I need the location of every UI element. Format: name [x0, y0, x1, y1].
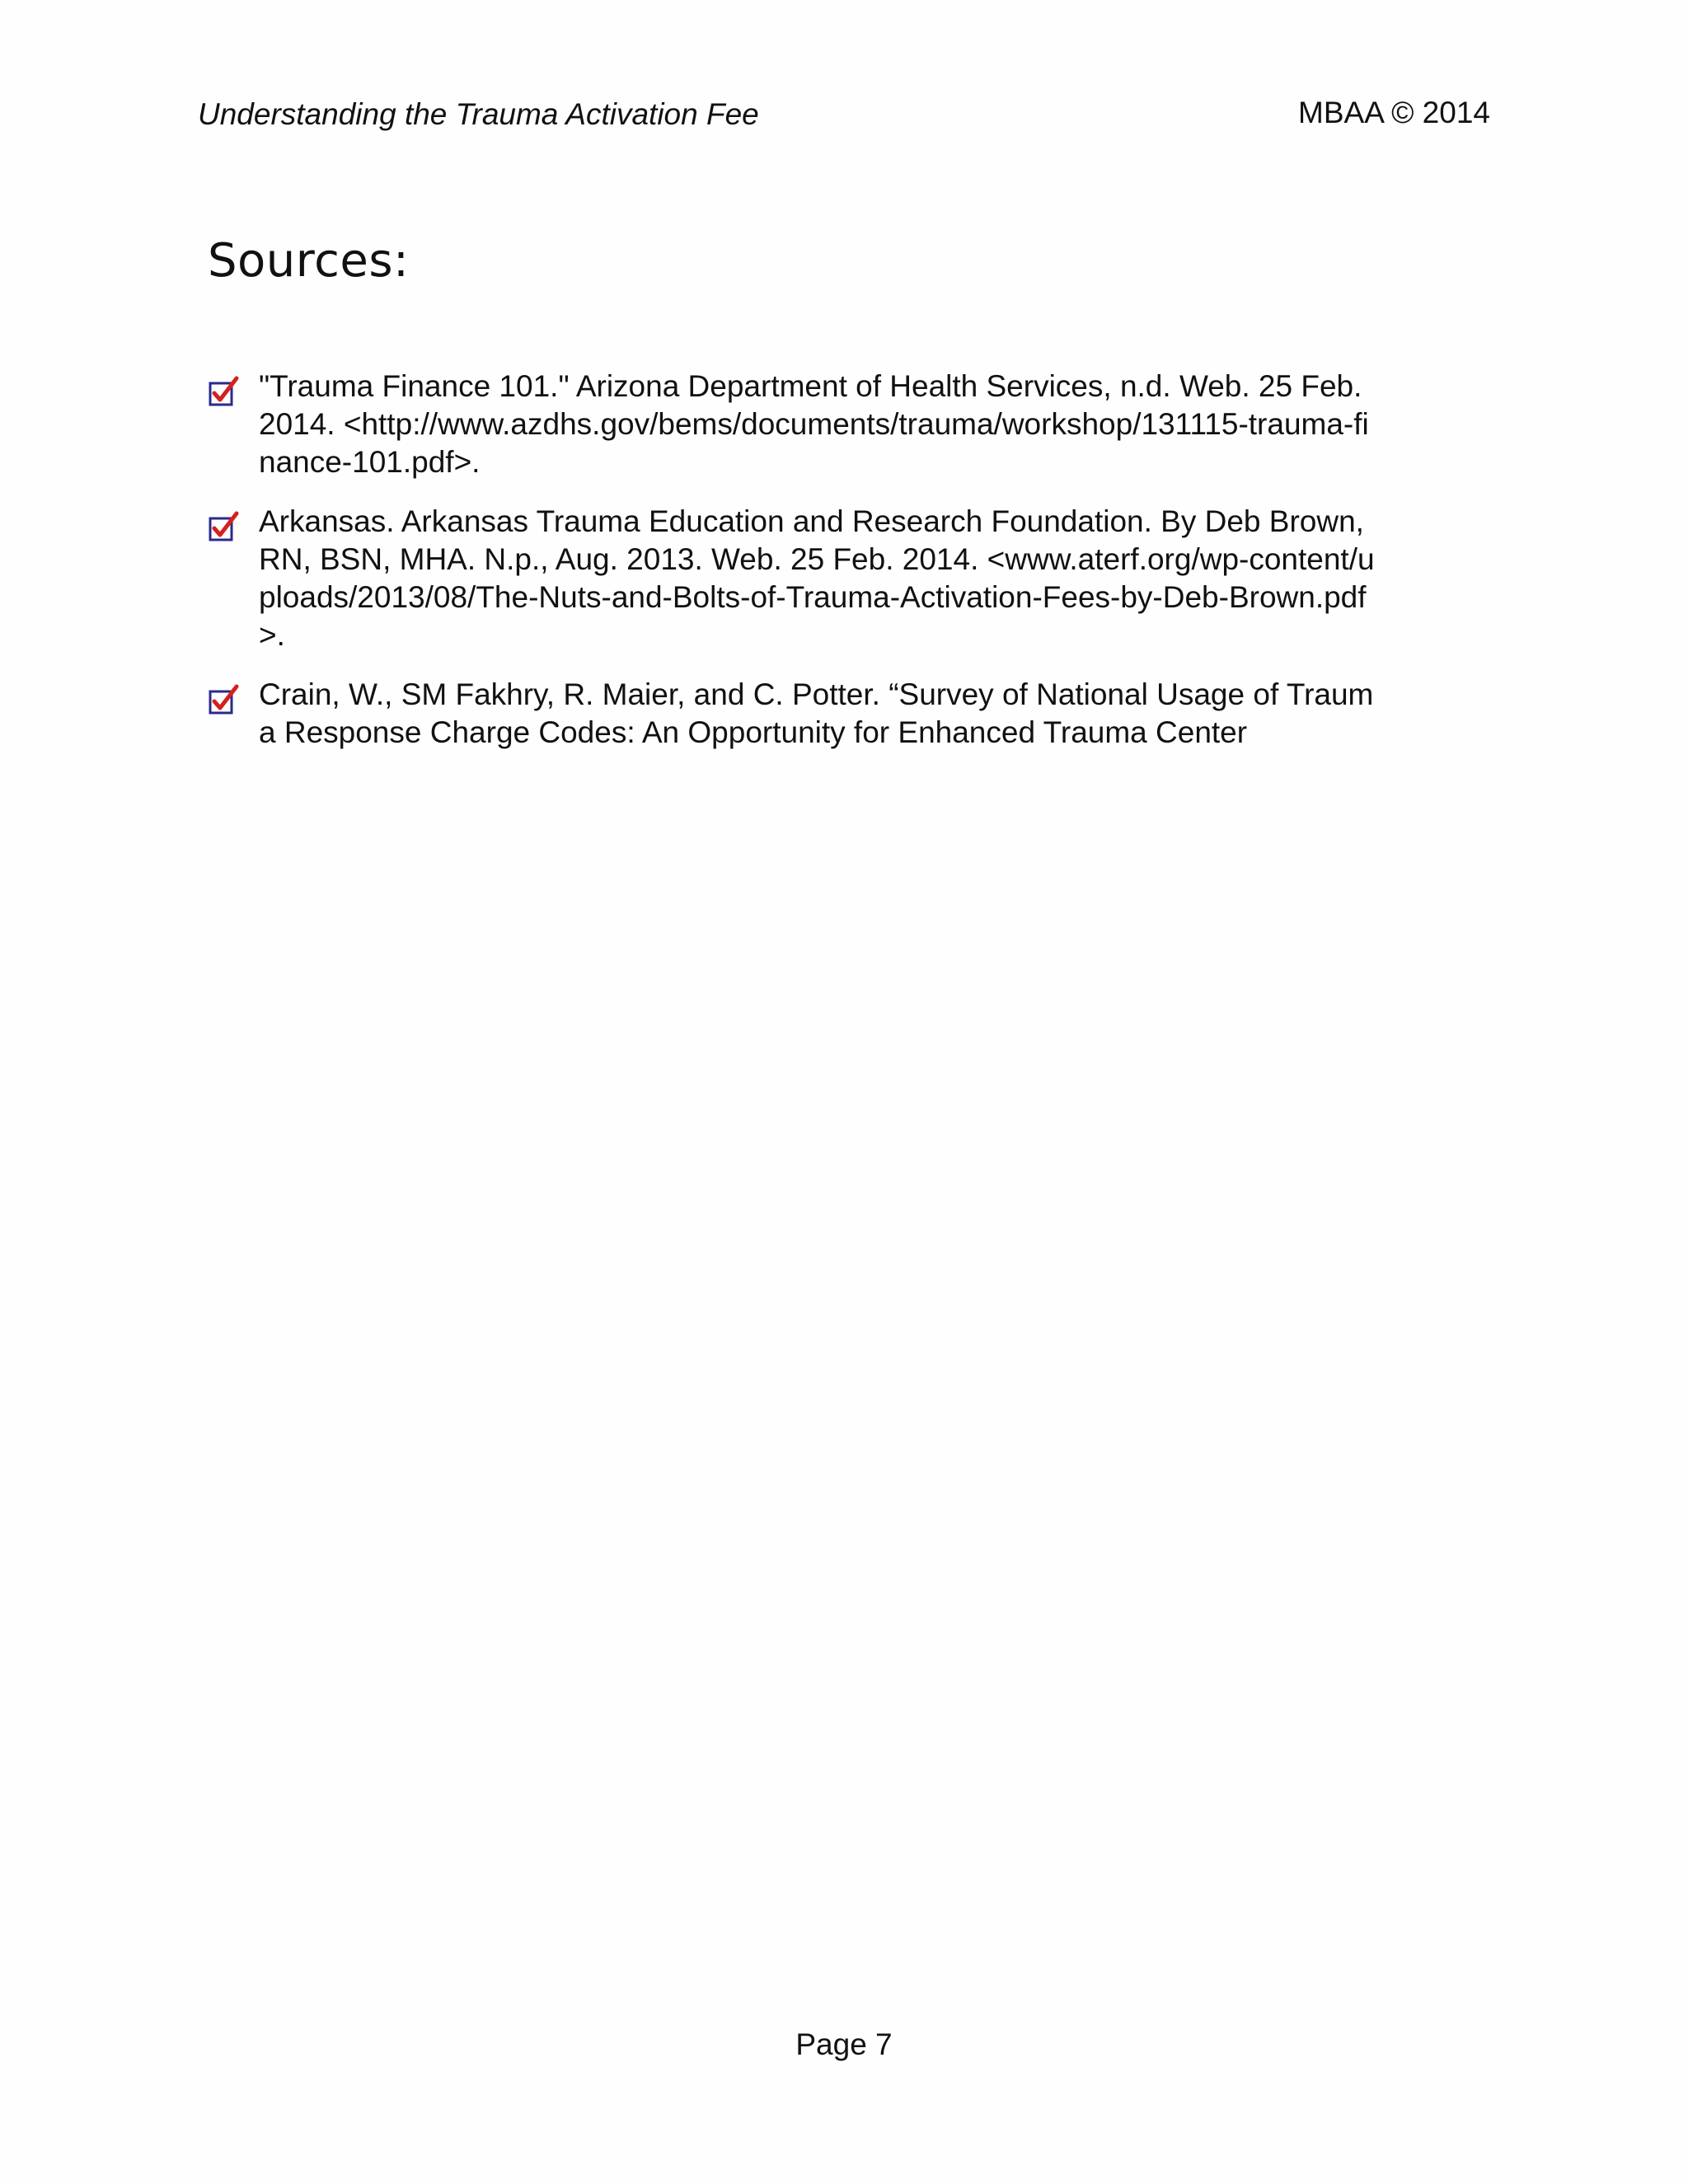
- source-item: [208, 368, 1378, 481]
- header-copyright: MBAA © 2014: [1298, 96, 1490, 129]
- checked-box-icon: [208, 684, 239, 715]
- source-item: [208, 676, 1378, 752]
- source-text: Crain, W., SM Fakhry, R. Maier, and C. Potter. “Survey of National Usage of Trauma Response Charge Codes: An Opportunity for Enhanced Trauma Center: [259, 677, 1374, 749]
- checked-box-icon: [208, 511, 239, 542]
- checked-box-icon: [208, 376, 239, 407]
- page-number: Page 7: [795, 2027, 893, 2061]
- sources-list: [208, 368, 1378, 773]
- source-item: [208, 503, 1378, 654]
- source-text: "Trauma Finance 101." Arizona Department of Health Services, n.d. Web. 25 Feb. 2014. <http://www.azdhs.gov/bems/documents/trauma/workshop/131115-trauma-finance-101.pdf>.: [259, 369, 1369, 479]
- header-title: Understanding the Trauma Activation Fee: [198, 97, 759, 131]
- source-text: Arkansas. Arkansas Trauma Education and Research Foundation. By Deb Brown, RN, BSN, MHA. N.p., Aug. 2013. Web. 25 Feb. 2014. <www.aterf.org/wp-content/uploads/2013/08/The-Nuts-and-Bolts-of-Trauma-Activation-Fees-by-Deb-Brown.pdf>.: [259, 504, 1375, 652]
- section-title: Sources:: [208, 234, 410, 288]
